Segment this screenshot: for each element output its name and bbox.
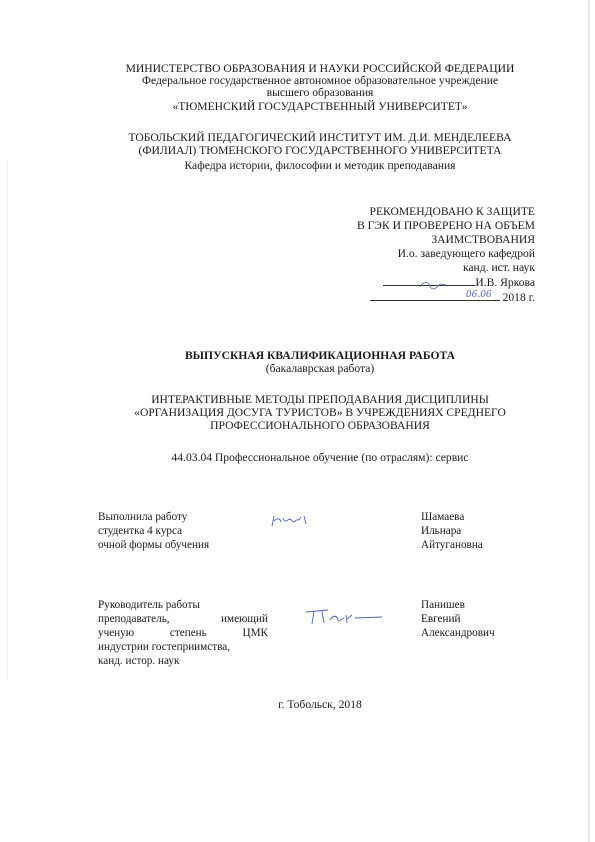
- work-title: ВЫПУСКНАЯ КВАЛИФИКАЦИОННАЯ РАБОТА: [184, 349, 456, 362]
- supervisor-label: индустрии гостеприимства,: [98, 641, 231, 653]
- footer: [60, 698, 580, 711]
- supervisor-labels: [98, 598, 268, 668]
- branch-name-2: (ФИЛИАЛ) ТЮМЕНСКОГО ГОСУДАРСТВЕННОГО УНИВЕРСИТЕТА: [138, 144, 502, 157]
- scan-edge: [588, 0, 590, 842]
- scan-edge: [7, 160, 8, 680]
- recommendation-role: И.о. заведующего кафедрой: [397, 247, 535, 260]
- city-year: г. Тобольск, 2018: [278, 698, 362, 711]
- student-signature: [268, 512, 328, 530]
- supervisor-surname: Панишев: [421, 599, 465, 611]
- supervisor-patronymic: Александрович: [421, 627, 495, 639]
- branch-name: ТОБОЛЬСКИЙ ПЕДАГОГИЧЕСКИЙ ИНСТИТУТ ИМ. Д.И. МЕНДЕЛЕЕВА: [128, 131, 512, 144]
- recommendation-date-line: [330, 290, 535, 305]
- topic-block: [60, 393, 580, 432]
- topic-line: «ОРГАНИЗАЦИЯ ДОСУГА ТУРИСТОВ» В УЧРЕЖДЕНИЯХ СРЕДНЕГО: [134, 406, 506, 419]
- date-underline: [370, 290, 500, 301]
- recommendation-degree: канд. ист. наук: [462, 261, 535, 274]
- ministry-header: [60, 63, 580, 113]
- recommendation-line: В ГЭК И ПРОВЕРЕНО НА ОБЪЕМ: [356, 219, 535, 232]
- supervisor-label: преподаватель, имеющий: [98, 613, 268, 625]
- recommendation-line: ЗАИМСТВОВАНИЯ: [431, 233, 535, 246]
- student-first-name: Ильнара: [421, 525, 462, 537]
- ministry-name: МИНИСТЕРСТВО ОБРАЗОВАНИЯ И НАУКИ РОССИЙСКОЙ ФЕДЕРАЦИИ: [125, 62, 515, 75]
- supervisor-first-name: Евгений: [421, 613, 461, 625]
- student-label: студентка 4 курса: [98, 525, 183, 537]
- supervisor-label: канд. истор. наук: [98, 655, 180, 667]
- recommendation-year-suffix: г.: [528, 291, 535, 304]
- student-surname: Шамаева: [421, 511, 465, 523]
- institution-type-level: высшего образования: [266, 86, 374, 99]
- recommendation-signer: И.В. Яркова: [475, 276, 535, 289]
- supervisor-signature: [300, 606, 390, 628]
- topic-line: ПРОФЕССИОНАЛЬНОГО ОБРАЗОВАНИЯ: [210, 419, 430, 432]
- specialty: [60, 451, 580, 464]
- department-name: Кафедра истории, философии и методик преподавания: [184, 159, 456, 172]
- recommendation-year: 2018: [502, 291, 526, 304]
- student-label: Выполнила работу: [98, 511, 188, 523]
- handwritten-date: 06.06: [465, 290, 492, 300]
- university-name: «ТЮМЕНСКИЙ ГОСУДАРСТВЕННЫЙ УНИВЕРСИТЕТ»: [172, 100, 468, 113]
- institution-type: Федеральное государственное автономное образовательное учреждение: [141, 74, 499, 87]
- supervisor-label: Руководитель работы: [98, 599, 200, 611]
- recommendation-line: РЕКОМЕНДОВАНО К ЗАЩИТЕ: [369, 205, 535, 218]
- topic-line: ИНТЕРАКТИВНЫЕ МЕТОДЫ ПРЕПОДАВАНИЯ ДИСЦИПЛИНЫ: [151, 393, 489, 406]
- student-name: [421, 510, 541, 552]
- student-labels: [98, 510, 258, 552]
- student-label: очной формы обучения: [98, 539, 210, 551]
- work-title-block: [60, 349, 580, 375]
- supervisor-name: [421, 598, 541, 640]
- work-subtitle: (бакалаврская работа): [265, 362, 375, 375]
- head-signature: [418, 279, 448, 291]
- branch-header: [60, 131, 580, 172]
- specialty-code: 44.03.04 Профессиональное обучение (по отраслям): сервис: [171, 451, 469, 464]
- supervisor-label: ученую степень ЦМК: [98, 627, 268, 639]
- student-patronymic: Айтугановна: [421, 539, 483, 551]
